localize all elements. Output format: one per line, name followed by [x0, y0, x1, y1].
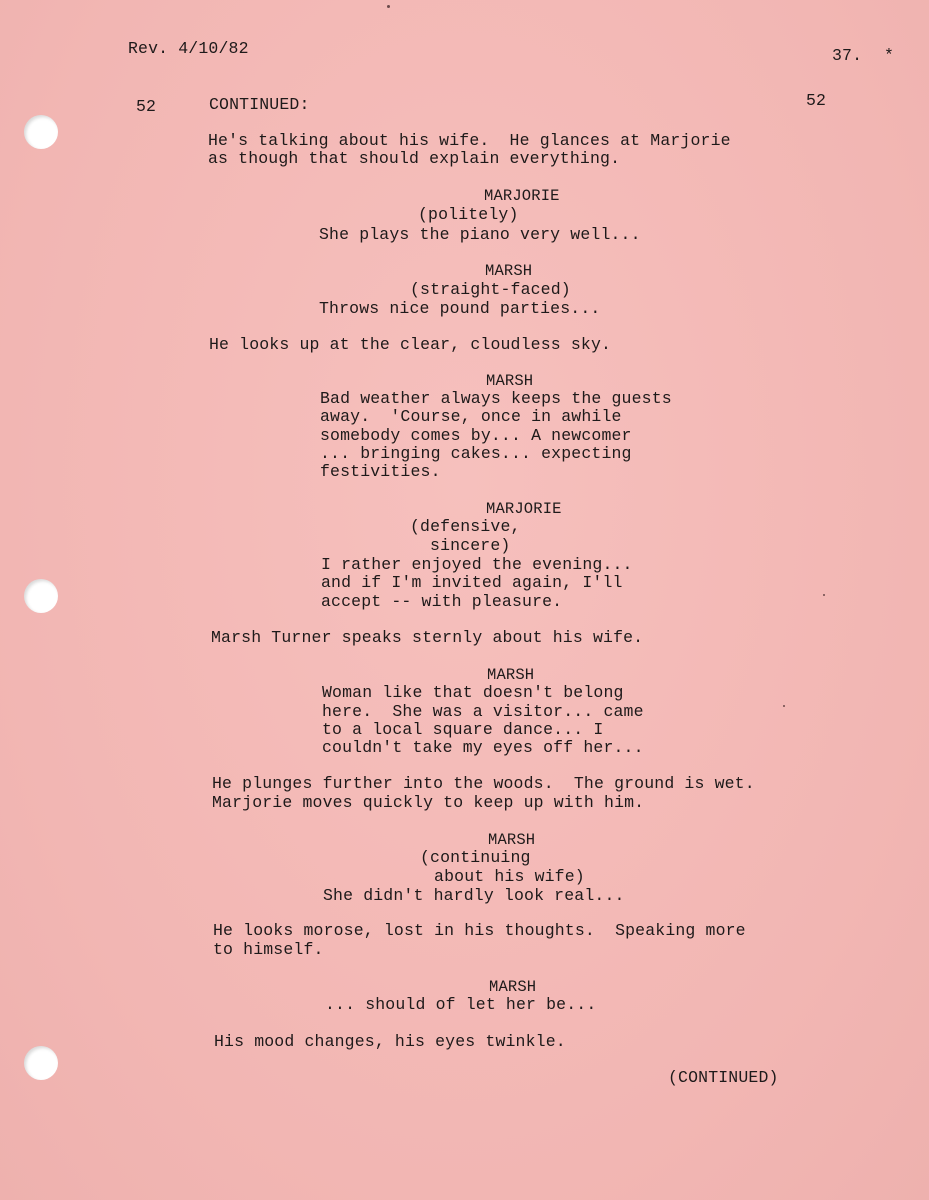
- paper-speck: [387, 5, 390, 8]
- scene-number-right: 52: [806, 91, 827, 110]
- parenthetical: (politely): [418, 205, 519, 224]
- action-line: to himself.: [213, 940, 324, 959]
- character-cue: MARSH: [487, 666, 535, 684]
- dialogue-line: Woman like that doesn't belong: [322, 683, 624, 702]
- dialogue-line: festivities.: [320, 462, 441, 481]
- action-line: Marjorie moves quickly to keep up with him.: [212, 793, 645, 812]
- parenthetical: (straight-faced): [410, 280, 571, 299]
- dialogue-line: ... bringing cakes... expecting: [320, 444, 632, 463]
- scene-heading: CONTINUED:: [209, 95, 310, 114]
- character-cue: MARJORIE: [484, 187, 560, 205]
- character-cue: MARJORIE: [486, 500, 562, 518]
- revision-mark: *: [884, 46, 895, 65]
- action-line: He looks morose, lost in his thoughts. Speaking more: [213, 921, 746, 940]
- punch-hole: [24, 579, 58, 613]
- dialogue-line: somebody comes by... A newcomer: [320, 426, 632, 445]
- dialogue-line: ... should of let her be...: [325, 995, 597, 1014]
- dialogue-line: and if I'm invited again, I'll: [321, 573, 623, 592]
- scene-number-left: 52: [136, 97, 157, 116]
- action-line: His mood changes, his eyes twinkle.: [214, 1032, 566, 1051]
- character-cue: MARSH: [489, 978, 537, 996]
- dialogue-line: accept -- with pleasure.: [321, 592, 563, 611]
- parenthetical: (continuing: [420, 848, 531, 867]
- paper-speck: [783, 705, 785, 707]
- character-cue: MARSH: [486, 372, 534, 390]
- action-line: He plunges further into the woods. The ground is wet.: [212, 774, 755, 793]
- character-cue: MARSH: [485, 262, 533, 280]
- page-number: 37.: [832, 46, 863, 65]
- dialogue-line: I rather enjoyed the evening...: [321, 555, 633, 574]
- parenthetical: sincere): [420, 536, 511, 555]
- dialogue-line: She didn't hardly look real...: [323, 886, 625, 905]
- dialogue-line: She plays the piano very well...: [319, 225, 641, 244]
- punch-hole: [24, 115, 58, 149]
- character-cue: MARSH: [488, 831, 536, 849]
- parenthetical: (defensive,: [410, 517, 521, 536]
- dialogue-line: here. She was a visitor... came: [322, 702, 644, 721]
- action-line: Marsh Turner speaks sternly about his wife.: [211, 628, 644, 647]
- dialogue-line: couldn't take my eyes off her...: [322, 738, 644, 757]
- dialogue-line: to a local square dance... I: [322, 720, 604, 739]
- dialogue-line: Throws nice pound parties...: [319, 299, 601, 318]
- punch-hole: [24, 1046, 58, 1080]
- paper-speck: [823, 594, 825, 596]
- continued-footer: (CONTINUED): [668, 1068, 779, 1087]
- action-line: He's talking about his wife. He glances at Marjorie: [208, 131, 731, 150]
- parenthetical: about his wife): [424, 867, 585, 886]
- action-line: He looks up at the clear, cloudless sky.: [209, 335, 612, 354]
- dialogue-line: Bad weather always keeps the guests: [320, 389, 672, 408]
- action-line: as though that should explain everything.: [208, 149, 621, 168]
- revision-date: Rev. 4/10/82: [128, 39, 249, 58]
- dialogue-line: away. 'Course, once in awhile: [320, 407, 622, 426]
